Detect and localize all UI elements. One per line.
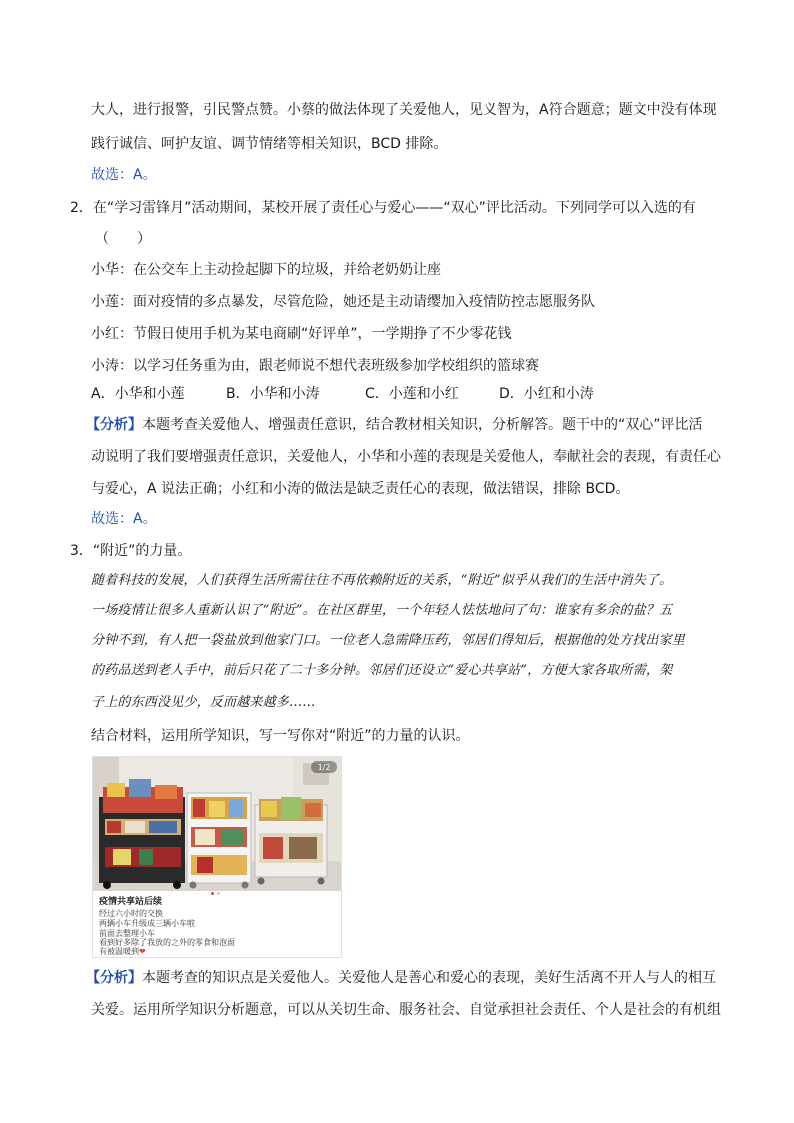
photo-counter: 1/2 (317, 763, 331, 772)
q3-material-line-4: 的药品送到老人手中，前后只花了二十多分钟。邻居们还设立“爱心共享站”，方便大家各取所需，架 (91, 663, 673, 678)
q2-statement-4: 小涛：以学习任务重为由，跟老师说不想代表班级参加学校组织的篮球赛 (91, 358, 539, 374)
q2-analysis-text-1: 本题考查关爱他人、增强责任意识，结合教材相关知识，分析解答。题干中的“双心”评比活 (142, 417, 703, 433)
q2-option-d: D．小红和小涛 (499, 386, 594, 402)
q2-analysis-line-2: 动说明了我们要增强责任意识，关爱他人，小华和小莲的表现是关爱他人，奉献社会的表现，有责任心 (91, 449, 721, 465)
q3-task: 结合材料，运用所学知识，写一写你对“附近”的力量的认识。 (91, 728, 470, 744)
q3-material-line-5: 子上的东西没见少，反而越来越多…… (91, 695, 316, 710)
q2-analysis-line-3: 与爱心，A 说法正确；小红和小涛的做法是缺乏责任心的表现，做法错误，排除 BCD。 (91, 481, 630, 497)
q2-analysis-tag: 【分析】 (86, 417, 142, 433)
q2-option-b: B．小华和小涛 (226, 386, 320, 402)
q3-material-line-3: 分钟不到，有人把一袋盐放到他家门口。一位老人急需降压药，邻居们得知后，根据他的处方找出家里 (91, 633, 686, 648)
q3-material-line-1: 随着科技的发展，人们获得生活所需往往不再依赖附近的关系，“附近”似乎从我们的生活中消失了。 (91, 573, 673, 588)
caption-line-4: 看到好多除了我放的之外的零食和泡面 (99, 938, 235, 947)
q3-stem: 3．“附近”的力量。 (70, 543, 192, 559)
caption-text-5: 有被温暖到 (99, 947, 139, 956)
caption-line-5 (99, 947, 146, 957)
intro-line-1: 大人，进行报警，引民警点赞。小蔡的做法体现了关爱他人，见义智为，A符合题意；题文中没有体现 (91, 102, 717, 118)
carousel-dot-active (211, 892, 214, 895)
q2-option-a: A．小华和小莲 (91, 386, 185, 402)
q2-statement-2: 小莲：面对疫情的多点暴发，尽管危险，她还是主动请缨加入疫情防控志愿服务队 (91, 294, 595, 310)
intro-answer: 故选：A。 (91, 167, 157, 183)
q3-material-line-2: 一场疫情让很多人重新认识了“附近”。在社区群里，一个年轻人怯怯地问了句：谁家有多余的盐？五 (91, 603, 673, 618)
caption-title: 疫情共享站后续 (99, 897, 163, 907)
carousel-dots (211, 892, 223, 895)
intro-line-2: 践行诚信、呵护友谊、调节情绪等相关知识，BCD 排除。 (91, 136, 448, 152)
sharing-station-photo (92, 756, 342, 958)
q3-analysis-tag: 【分析】 (86, 970, 142, 986)
q2-option-c: C．小莲和小红 (365, 386, 459, 402)
q3-analysis-line-2: 关爱。运用所学知识分析题意，可以从关切生命、服务社会、自觉承担社会责任、个人是社会的有机组 (91, 1002, 721, 1018)
photo-caption (93, 891, 341, 957)
caption-line-1: 经过六小时的交换 (99, 909, 163, 918)
q3-analysis-text-1: 本题考查的知识点是关爱他人。关爱他人是善心和爱心的表现，美好生活离不开人与人的相互 (142, 970, 716, 986)
q2-statement-1: 小华：在公交车上主动捡起脚下的垃圾，并给老奶奶让座 (91, 262, 441, 278)
q2-answer: 故选：A。 (91, 511, 157, 527)
q2-analysis-line-1 (86, 415, 703, 435)
q3-analysis-line-1 (86, 968, 716, 988)
carts-illustration (93, 757, 341, 891)
q2-statement-3: 小红：节假日使用手机为某电商刷“好评单”，一学期挣了不少零花钱 (91, 326, 512, 342)
caption-line-3: 前面去整理小车 (99, 929, 155, 938)
caption-line-2: 两辆小车升级成三辆小车啦 (99, 919, 195, 928)
carousel-dot (217, 892, 220, 895)
q2-paren: （ ） (95, 231, 151, 247)
q2-options (91, 384, 594, 404)
q2-stem: 2．在“学习雷锋月”活动期间，某校开展了责任心与爱心——“双心”评比活动。下列同学可以入选的有 (70, 200, 696, 216)
heart-icon: ❤ (139, 947, 146, 956)
